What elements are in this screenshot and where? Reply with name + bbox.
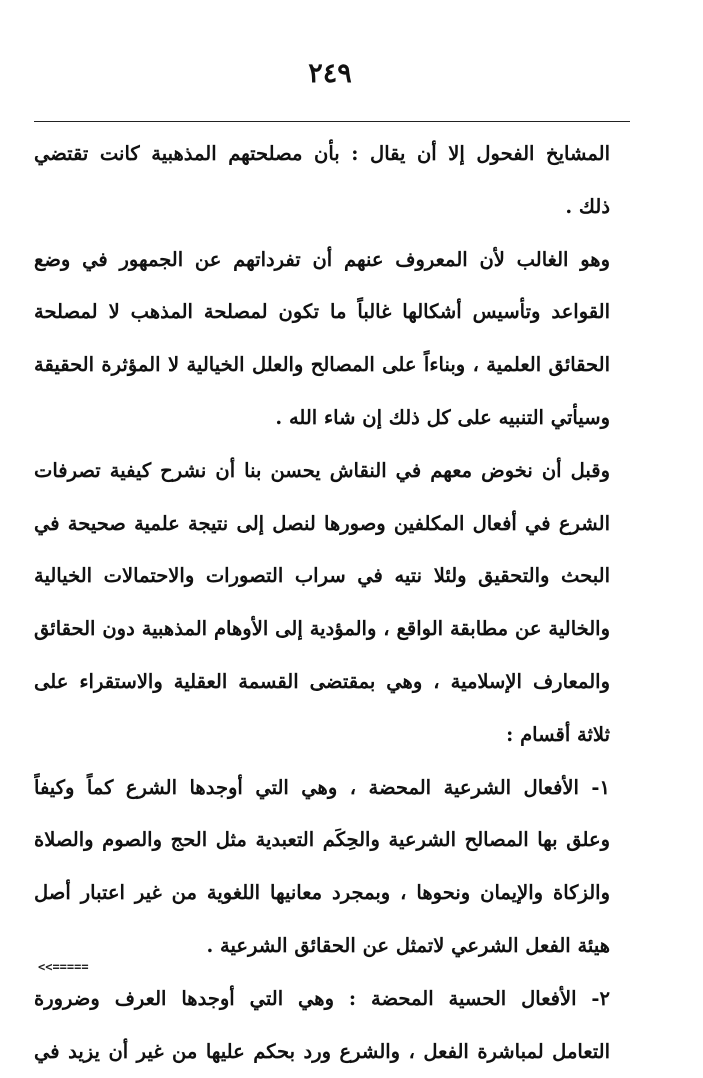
text-line: الشرع في أفعال المكلفين وصورها لنصل إلى نتيجة علمية صحيحة في [34, 511, 610, 535]
text-line: والمعارف الإسلامية ، وهي بمقتضى القسمة العقلية والاستقراء على [34, 669, 610, 693]
text-line: الحقائق العلمية ، وبناءاً على المصالح والعلل الخيالية لا المؤثرة الحقيقة [34, 353, 610, 377]
header-rule [34, 121, 630, 122]
text-line: وسيأتي التنبيه على كل ذلك إن شاء الله . [275, 405, 610, 429]
continuation-marker: <<===== [38, 960, 89, 974]
body-text [34, 128, 610, 1078]
text-line: البحث والتحقيق ولئلا نتيه في سراب التصورات والاحتمالات الخيالية [34, 564, 610, 588]
text-line: هيئة الفعل الشرعي لاتمثل عن الحقائق الشرعية . [206, 933, 610, 957]
text-line: وعلق بها المصالح الشرعية والحِكَم التعبدية مثل الحج والصوم والصلاة [34, 828, 610, 852]
text-line: ثلاثة أقسام : [506, 722, 610, 746]
text-line: وقبل أن نخوض معهم في النقاش يحسن بنا أن نشرح كيفية تصرفات [34, 458, 610, 482]
text-line: وهو الغالب لأن المعروف عنهم أن تفرداتهم عن الجمهور في وضع [34, 247, 610, 271]
text-line: ٢- الأفعال الحسية المحضة : وهي التي أوجدها العرف وضرورة [34, 986, 610, 1010]
page-number: ٢٤٩ [308, 58, 352, 89]
text-line: والزكاة والإيمان ونحوها ، وبمجرد معانيها اللغوية من غير اعتبار أصل [34, 881, 610, 905]
text-line: المشايخ الفحول إلا أن يقال : بأن مصلحتهم المذهبية كانت تقتضي [34, 142, 610, 165]
text-line: والخالية عن مطابقة الواقع ، والمؤدية إلى الأوهام المذهبية دون الحقائق [34, 617, 610, 641]
text-line: القواعد وتأسيس أشكالها غالباً ما تكون لمصلحة المذهب لا لمصلحة [34, 300, 610, 324]
text-line: ١- الأفعال الشرعية المحضة ، وهي التي أوجدها الشرع كماً وكيفاً [34, 775, 610, 799]
text-line: ذلك . [565, 194, 610, 218]
text-line: التعامل لمباشرة الفعل ، والشرع ورد بحكم عليها من غير أن يزيد في [34, 1039, 610, 1063]
